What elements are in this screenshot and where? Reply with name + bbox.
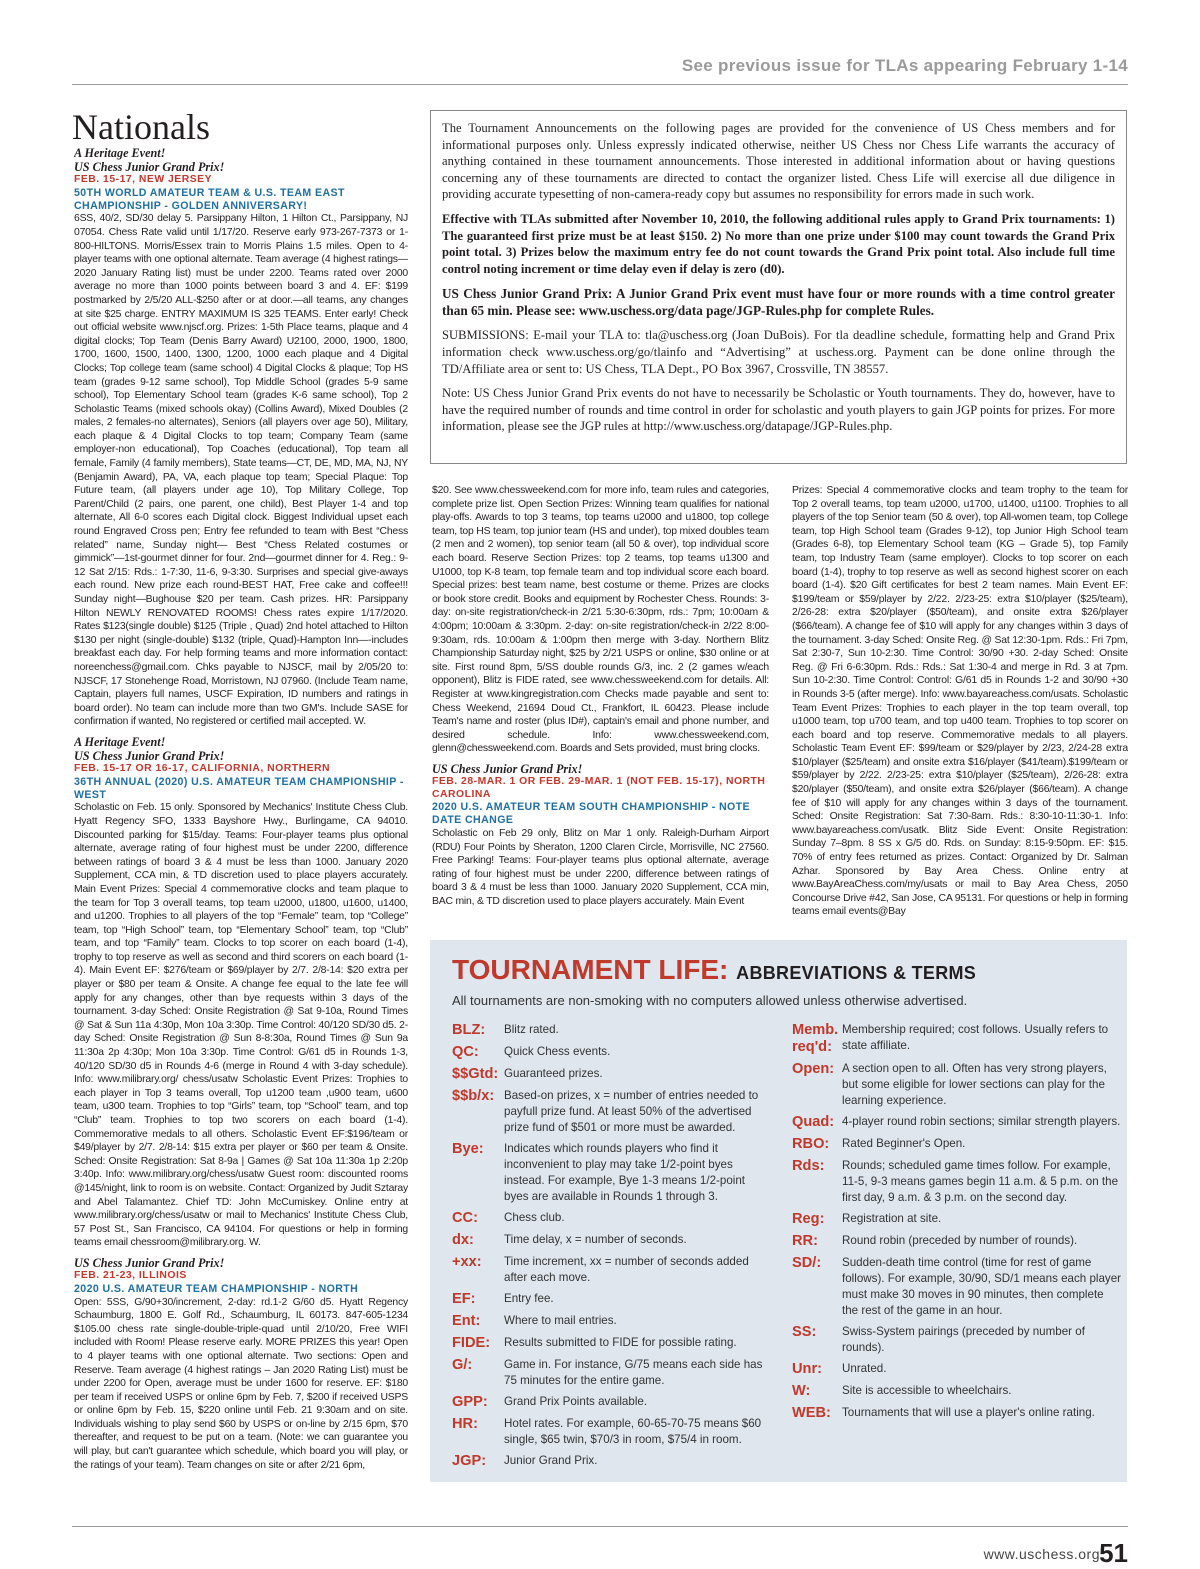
abbreviation-key: Quad:	[792, 1114, 835, 1130]
abbreviation-key: $$b/x:	[452, 1088, 495, 1104]
abbreviation-definition: Grand Prix Points available.	[504, 1395, 648, 1408]
event-3	[74, 1256, 408, 1472]
tla-notice-box	[430, 110, 1127, 464]
abbreviation-row	[452, 1210, 770, 1227]
tournament-life-box	[430, 940, 1127, 1482]
jgp-tag: US Chess Junior Grand Prix!	[432, 761, 583, 776]
abbreviation-key: WEB:	[792, 1405, 831, 1421]
abbreviation-key: EF:	[452, 1291, 476, 1307]
abbreviation-row	[792, 1233, 1122, 1250]
abbreviation-definition: Quick Chess events.	[504, 1045, 611, 1058]
abbreviation-columns	[452, 1022, 1122, 1480]
abbreviation-key: CC:	[452, 1210, 478, 1226]
tournament-life-intro: All tournaments are non-smoking with no computers allowed unless otherwise advertised.	[452, 993, 968, 1008]
abbreviation-key: GPP:	[452, 1394, 488, 1410]
abbreviation-row	[452, 1357, 770, 1389]
event-name: 36TH ANNUAL (2020) U.S. AMATEUR TEAM CHAMPIONSHIP - WEST	[74, 775, 404, 801]
event-2	[74, 735, 408, 1250]
heritage-tag: A Heritage Event!	[74, 146, 166, 160]
abbreviation-key: Reg:	[792, 1211, 825, 1227]
abbreviation-key: $$Gtd:	[452, 1066, 499, 1082]
jgp-tag: US Chess Junior Grand Prix!	[74, 748, 225, 763]
notice-disclaimer: The Tournament Announcements on the following pages are provided for the convenience of US Chess members and for informational purposes only. Unless expressly indicated otherwise, neither US Chess nor Chess Life warrants the accuracy of anything contained in these tournament announcements. Those interested in additional information about or having questions concerning any of these tournaments are directed to contact the organizer listed. Chess Life will exercise all due diligence in providing accurate typesetting of non-camera-ready copy but assumes no responsibility for errors made in such work.	[442, 121, 1115, 202]
abbreviation-key: JGP:	[452, 1453, 487, 1469]
event-date: FEB. 15-17, NEW JERSEY	[74, 174, 213, 185]
abbreviation-row	[792, 1255, 1122, 1319]
abbreviation-key: Open:	[792, 1061, 835, 1077]
abbreviation-key: RR:	[792, 1233, 818, 1249]
heritage-tag: A Heritage Event!	[74, 734, 166, 749]
abbreviation-definition: 4-player round robin sections; similar strength players.	[842, 1115, 1121, 1128]
abbreviation-definition: Time delay, x = number of seconds.	[504, 1233, 687, 1246]
abbreviation-definition: Game in. For instance, G/75 means each side has 75 minutes for the entire game.	[504, 1358, 763, 1387]
abbreviation-key: SS:	[792, 1324, 817, 1340]
abbreviation-row	[792, 1383, 1122, 1400]
abbreviation-definition: Junior Grand Prix.	[504, 1454, 598, 1467]
abbreviation-definition: Tournaments that will use a player's online rating.	[842, 1406, 1095, 1419]
abbreviation-definition: Registration at site.	[842, 1212, 942, 1225]
header-rule	[72, 84, 1128, 85]
abbreviation-definition: Chess club.	[504, 1211, 565, 1224]
abbreviation-definition: Unrated.	[842, 1362, 887, 1375]
column-1	[74, 146, 408, 1518]
abbreviation-key: RBO:	[792, 1136, 830, 1152]
abbreviation-definition: Swiss-System pairings (preceded by number of rounds).	[842, 1325, 1085, 1354]
abbreviation-row	[792, 1136, 1122, 1153]
abbreviation-row	[792, 1211, 1122, 1228]
abbreviations-right	[792, 1022, 1122, 1427]
abbreviation-definition: Entry fee.	[504, 1292, 554, 1305]
abbreviation-key: G/:	[452, 1357, 473, 1373]
abbreviation-definition: Where to mail entries.	[504, 1314, 617, 1327]
event-name: 2020 U.S. AMATEUR TEAM CHAMPIONSHIP - NORTH	[74, 1282, 359, 1295]
event-name: 2020 U.S. AMATEUR TEAM SOUTH CHAMPIONSHIP - NOTE DATE CHANGE	[432, 801, 751, 827]
abbreviation-definition: Hotel rates. For example, 60-65-70-75 means $60 single, $65 twin, $70/3 in room, $75/4 in room.	[504, 1417, 762, 1446]
notice-submissions: SUBMISSIONS: E-mail your TLA to: tla@uschess.org (Joan DuBois). For tla deadline schedule, formatting help and Grand Prix information check www.uschess.org/go/tlainfo and “Advertising” at uschess.org. Payment can be done online through the TD/Affiliate area or sent to: US Chess, TLA Dept., PO Box 3967, Crossville, TN 38557.	[442, 328, 1115, 376]
jgp-tag: US Chess Junior Grand Prix!	[74, 160, 225, 174]
abbreviation-key: SD/:	[792, 1255, 822, 1271]
abbreviation-row	[792, 1158, 1122, 1206]
abbreviation-row	[452, 1453, 770, 1470]
notice-grand-prix-rules: Effective with TLAs submitted after November 10, 2010, the following additional rules apply to Grand Prix tournaments: 1) The guaranteed first prize must be at least $150. 2) No more than one prize under $100 may count towards the Grand Prix point total. 3) Prizes below the maximum entry fee do not count towards the Grand Prix point total. Also include full time control noting increment or time delay even if delay is zero (d0).	[442, 211, 1115, 276]
event-1	[74, 146, 408, 729]
footer-rule	[72, 1526, 1128, 1527]
abbreviation-key: BLZ:	[452, 1022, 486, 1038]
abbreviation-key: W:	[792, 1383, 811, 1399]
tl-title-main: TOURNAMENT LIFE:	[452, 954, 729, 985]
abbreviation-definition: Results submitted to FIDE for possible rating.	[504, 1336, 737, 1349]
notice-jgp-rules: US Chess Junior Grand Prix: A Junior Grand Prix event must have four or more rounds with a time control greater than 65 min. Please see: www.uschess.org/data page/JGP-Rules.php for complete Rules.	[442, 286, 1115, 319]
event-body: Scholastic on Feb. 15 only. Sponsored by Mechanics' Institute Chess Club. Hyatt Regency SFO, 1333 Bayshore Hwy., Burlingame, CA 94010. Discounted parking for $15/day. Teams: Four-player teams plus optional alternate, average rating of four highest must be under 2200, difference between ratings of board 3 & 4 must be less than 1000. January 2020 Supplement, CCA min, & TD discretion used to place players accurately. Main Event Prizes: Special 4 commemorative clocks and team plaque to the team for Top 3 overall teams, top team u2000, u1800, u1600, u1400, and u1200. Trophies to all players of the top “Female” team, top “College” team, top “High School” team, top “Elementary School” team, top “Club” team, and top “Family” team. Clocks to top scorer on each board (1-4), trophy to top reserve as well as second and third scorers on each board (1-4). Main Event EF: $276/team or $69/player by 2/7. 2/8-14: $20 extra per player or $80 per team & Onsite. A change fee equal to the late fee will apply for any changes, other than bye requests within 3 days of the tournament. 3-day Sched: Onsite Registration @ Sat 9-10a, Round Times @ Sat & Sun 11a 4:30p, Mon 10a 3:30p. Time Control: 40/120 SD/30 d5. 2-day Sched: Onsite Registration @ Sun 8-8:30a, Round Times @ Sun 9a 11:30a 2p 4:30p; Mon 10a 3:30p. Time Control: G/61 d5 in Rounds 1-3, 40/120 SD/30 d5 in Rounds 4-6 (merge in Round 4 with 3-day schedule). Info: www.milibrary.org/ chess/usatw Scholastic Event Prizes: Trophies to each player in Top 3 teams overall, Top u1200 team ,u900 team, u600 team, u300 team. Trophies to top “Girls” team, top “School” team, and top “Club” team. Trophies to top two scorers on each board (1-4). Commemorative medals to all others. Scholastic Event EF:$196/team or $49/player by 2/7. 2/8-14: $15 extra per player or $60 per team & Onsite. Sched: Onsite Registration: Sat 8-9a | Games @ Sat 10a 11:30a 1p 2:20p 3:40p. Info: www.milibrary.org/chess/usatw Guest room: discounted rooms @145/night, link to room is on website. Contact: Organized by Judit Sztaray and Abel Talamantez. Chief TD: John McCumiskey. Online entry at www.milibrary.org/chess/usatw or mail to Mechanics' Institute Chess Club, 57 Post St., San Francisco, CA 94104. For questions or help in forming teams email chessroom@milibrary.org. W.	[74, 802, 408, 1249]
abbreviation-definition: Round robin (preceded by number of rounds).	[842, 1234, 1078, 1247]
abbreviation-row	[452, 1394, 770, 1411]
abbreviation-key: Bye:	[452, 1141, 484, 1157]
abbreviation-definition: Site is accessible to wheelchairs.	[842, 1384, 1012, 1397]
abbreviation-definition: Time increment, xx = number of seconds added after each move.	[504, 1255, 749, 1284]
abbreviation-key: Rds:	[792, 1158, 825, 1174]
column-2	[432, 484, 769, 928]
abbreviation-definition: Sudden-death time control (time for rest of game follows). For example, 30/90, SD/1 means each player must make 30 moves in 90 minutes, then complete the rest of the game in an hour.	[842, 1256, 1122, 1317]
abbreviation-definition: Membership required; cost follows. Usually refers to state affiliate.	[842, 1023, 1109, 1052]
header-note: See previous issue for TLAs appearing February 1-14	[681, 56, 1128, 75]
abbreviation-row	[452, 1335, 770, 1352]
event-4	[432, 762, 769, 909]
abbreviation-row	[792, 1061, 1122, 1109]
abbreviation-key: Ent:	[452, 1313, 481, 1329]
abbreviation-definition: Based-on prizes, x = number of entries needed to payfull prize fund. At least 50% of the advertised prize fund of $501 or more must be awarded.	[504, 1089, 759, 1134]
abbreviation-definition: Rounds; scheduled game times follow. For example, 11-5, 9-3 means games begin 11 a.m. & 5 p.m. on the first day, 9 a.m. & 3 p.m. on the second day.	[842, 1159, 1119, 1204]
abbreviation-key: +xx:	[452, 1254, 482, 1270]
notice-jgp-note: Note: US Chess Junior Grand Prix events do not have to necessarily be Scholastic or Youth tournaments. They do, however, have to have the required number of rounds and time control in order for scholastic and youth players to gain JGP points for prizes. For more information, please see the JGP rules at http://www.uschess.org/datapage/JGP-Rules.php.	[442, 386, 1115, 434]
column-3	[792, 484, 1128, 928]
event-body: Scholastic on Feb 29 only, Blitz on Mar 1 only. Raleigh-Durham Airport (RDU) Four Points by Sheraton, 1200 Claren Circle, Morrisville, NC 27560. Free Parking! Teams: Four-player teams plus optional alternate, average rating of four highest must be under 2200, difference between ratings of board 3 & 4 must be less than 1000. January 2020 Supplement, CCA min, BAC min, & TD discretion used to place players accurately. Main Event	[432, 828, 769, 908]
abbreviation-row	[452, 1232, 770, 1249]
abbreviation-row	[452, 1254, 770, 1286]
abbreviations-left	[452, 1022, 770, 1475]
page-number: 51	[1099, 1538, 1128, 1568]
abbreviation-definition: Guaranteed prizes.	[504, 1067, 603, 1080]
abbreviation-key: Memb. req'd:	[792, 1022, 839, 1055]
event-date: FEB. 15-17 OR 16-17, CALIFORNIA, NORTHERN	[74, 762, 331, 774]
event-date: FEB. 21-23, ILLINOIS	[74, 1269, 187, 1281]
abbreviation-row	[452, 1088, 770, 1136]
abbreviation-row	[452, 1141, 770, 1205]
abbreviation-row	[792, 1405, 1122, 1422]
abbreviation-row	[452, 1291, 770, 1308]
event-body: 6SS, 40/2, SD/30 delay 5. Parsippany Hilton, 1 Hilton Ct., Parsippany, NJ 07054. Chess Rate valid until 1/17/20. Reserve early 973-267-7373 or 1- 800-HILTONS. Morris/Essex train to Morris Plains 1.5 miles. Open to 4-player teams with one optional alternate. Team average (4 highest ratings— 2020 January Rating list) must be under 2200. Teams rated over 2000 average no more than 1000 points between board 3 and 4. EF: $199 postmarked by 2/5/20 ALL-$250 after or at door.—all teams, any changes at site $25 charge. ENTRY MAXIMUM IS 325 TEAMS. Enter early! Check out official website www.njscf.org. Prizes: 1-5th Place teams, plaque and 4 digital clocks; Top Team (Denis Barry Award) U2100, 2000, 1900, 1800, 1700, 1600, 1500, 1400, 1300, 1200, 1000 each plaque and 4 Digital Clocks; Top college team (same school) 4 Digital Clocks & plaque; Top HS team (grades 9-12 same school), Top Middle School (grades 5-9 same school), Top Elementary School team (grades K-6 same school), Top 2 Scholastic Teams (mixed schools okay) (Collins Award), Mixed Doubles (2 males, 2 females-no alternates), Seniors (all players over age 50), Military, each plaque & 4 Digital Clocks to top team; Company Team (same employer-non educational), Top Coaches (educational), Top team all female, Family (4 family members), State teams—CT, DE, MD, MA, NJ, NY (Benjamin Award), PA, VA, each plaque top team; Special Plaque: Top Future team, (all players under age 10), Top Military College, Top Parent/Child (2 pairs, one parent, one child), Best Player 1-4 and top alternate, All 6-0 scores each Digital clock. Biggest Individual upset each round Engraved Cross pen; Entry fee refunded to team with Best “Chess related” name, Sunday night— Best “Chess Related costumes or gimmick”—1st-gourmet dinner for four. 2nd—gourmet dinner for 4. Reg.: 9-12 Sat 2/15: Rds.: 1-7:30, 11-6, 9-3:30. Surprises and special give-aways each round. New prize each round-BEST HAT, Free cake and coffee!!! Sunday night—Bughouse $20 per team. Cash prizes. HR: Parsippany Hilton NEWLY RENOVATED ROOMS! Chess rates expire 1/17/2020. Rates $123(single double) $125 (Triple , Quad) 2nd hotel attached to Hilton $130 per night (single-double) $132 (triple, Quad)-Hampton Inn—-includes breakfast each day. For help forming teams and more information contact: noreenchess@gmail.com. Chks payable to NJSCF, mail by 2/05/20 to: NJSCF, 17 Stonehenge Road, Morristown, NJ 07960. (Include Team name, Captain, players full names, USCF Expiration, ID numbers and ratings in board order). No team can include more than two GM's. Include SASE for confirmation if wanted, No registered or certified mail accepted. W.	[74, 213, 408, 728]
tl-title-sub: ABBREVIATIONS & TERMS	[736, 963, 977, 983]
abbreviation-key: HR:	[452, 1416, 478, 1432]
event-date: FEB. 28-MAR. 1 OR FEB. 29-MAR. 1 (NOT FEB. 15-17), NORTH CAROLINA	[432, 775, 766, 800]
tournament-life-title	[452, 954, 1105, 989]
abbreviation-definition: Rated Beginner's Open.	[842, 1137, 966, 1150]
abbreviation-row	[452, 1416, 770, 1448]
abbreviation-row	[452, 1313, 770, 1330]
abbreviation-row	[452, 1066, 770, 1083]
abbreviation-row	[792, 1114, 1122, 1131]
abbreviation-key: FIDE:	[452, 1335, 491, 1351]
jgp-tag: US Chess Junior Grand Prix!	[74, 1255, 225, 1270]
abbreviation-key: QC:	[452, 1044, 479, 1060]
abbreviation-row	[792, 1324, 1122, 1356]
event-name: 50TH WORLD AMATEUR TEAM & U.S. TEAM EAST CHAMPIONSHIP - GOLDEN ANNIVERSARY!	[74, 186, 345, 212]
section-title: Nationals	[72, 107, 210, 147]
abbreviation-row	[792, 1022, 1122, 1056]
abbreviation-row	[452, 1044, 770, 1061]
abbreviation-key: dx:	[452, 1232, 474, 1248]
event-body-continued: $20. See www.chessweekend.com for more info, team rules and categories, complete prize list. Open Section Prizes: Winning team qualifies for national play-offs. Awards to top 3 teams, top teams u2000 and u1800, top college team, top HS team, top junior team (HS and under), top mixed doubles team (2 men and 2 women), top senior team (all 50 & over), top individual score each board. Reserve Section Prizes: top 2 teams, top teams u1300 and U1000, top K-8 team, top female team and top individual score each board. Special prizes: best team name, best costume or theme. Prizes are clocks or book store credit. Books and equipment by Rochester Chess. Rounds: 3-day: on-site registration/check-in 2/21 5:30-6:30pm, rds.: 7pm; 10:00am & 4:00pm; 10:00am & 3:30pm. 2-day: on-site registration/check-in 2/22 8:00-9:30am, rds. 10:00am & 1:00pm then merge with 3-day. Northern Blitz Championship Saturday night, $25 by 2/21 USPS or online, $30 online or at site. First round 8pm, 5/SS double rounds G/3, inc. 2 (2 games w/each opponent), Blitz is FIDE rated, see www.chessweekend.com for details. All: Register at www.kingregistration.com Checks made payable and sent to: Chess Weekend, 21694 Doud Ct., Frankfort, IL 60423. Please include Team's name and roster (plus ID#), captain's email and phone number, and desired schedule. Info: www.chessweekend.com, glenn@chessweekend.com. Boards and Sets provided, must bring clocks.	[432, 485, 769, 755]
abbreviation-row	[452, 1022, 770, 1039]
abbreviation-definition: Indicates which rounds players who find it inconvenient to play may take 1/2-point byes instead. For example, Bye 1-3 means 1/2-point byes are available in Rounds 1 through 3.	[504, 1142, 746, 1203]
event-body: Open: 5SS, G/90+30/increment, 2-day: rd.1-2 G/60 d5. Hyatt Regency Schaumburg, 1800 E. Golf Rd., Schaumburg, IL 60173. 847-605-1234 $105.00 chess rate single-double-triple-quad until 2/10/20, Free WIFI included with Room! Please reserve early. MORE PRIZES this year! Open to 4 player teams with one optional alternate. Two sections: Open and Reserve. Team average (4 highest ratings – Jan 2020 Rating List) must be under 2200 for Open, average must be under 1600 for reserve. EF: $180 per team if received USPS or online 6pm by Feb. 7, $200 if received USPS or online 6pm by Feb. 15, $220 online until Feb. 21 9:30am and on site. Individuals wishing to play send $60 by USPS or on-line by 2/15 6pm, $70 thereafter, and request to be put on a team. (Note: we can guarantee you will play, but can't guarantee which schedule, which board you will play, or the ratings of your team). Team changes on site or after 2/21 6pm,	[74, 1296, 408, 1471]
event-body-continued: Prizes: Special 4 commemorative clocks and team trophy to the team for Top 2 overall teams, top team u2000, u1700, u1400, u1100. Trophies to all players of the top Senior team (50 & over), top All-women team, top College team, top High School team (Grades 9-12), top Junior High School team (Grades 6-8), top Elementary School team (KG – Grade 5), top Family team, top Industry Team (same employer). Clocks to top scorer on each board (1-4), trophy to top reserve as well as second highest scorer on each board (1-4). $20 Gift certificates for best 2 team names. Main Event EF: $199/team or $59/player by 2/22. 2/23-25: extra $10/player ($25/team), 2/26-28: extra $20/player ($50/team), and onsite extra $26/player ($66/team). A change fee of $10 will apply for any changes within 3 days of the tournament. 3-day Sched: Onsite Reg. @ Sat 12:30-1pm. Rds.: Fri 7pm, Sat 2:30-7, Sun 10-2:30. Time Control: 30/90 +30. 2-day Sched: Onsite Reg. @ Fri 6-6:30pm. Rds.: Rds.: Sat 1:30-4 and merge in Rd. 3 at 7pm. Sun 10-2:30. Time Control: Control: G/61 d5 in Rounds 1-2 and 30/90 +30 in Rounds 3-5 (after merge). Info: www.bayareachess.com/usats. Scholastic Team Event Prizes: Trophies to each player in the top team overall, top u1000 team, top u700 team, and top u400 team. Trophies to top scorer on each board and top reserve. Commemorative medals to all players. Scholastic Team Event EF: $99/team or $29/player by 2/23, 2/24-28 extra $10/player ($25/team) and onsite extra $16/player ($41/team).$199/team or $59/player by 2/22. 2/23-25: extra $10/player ($25/team), 2/26-28: extra $20/player ($50/team), and onsite extra $26/player ($66/team). A change fee of $10 will apply for any changes within 3 days of the tournament. Sched: Onsite Registration: Sat 7:30-8am. Rds.: 8:30-10-11:30-1. Info: www.bayareachess.com/usatk. Blitz Side Event: Onsite Registration: Sunday 7–8pm. 8 SS x G/5 d0. Rds. on Sunday: 8:15-9:50pm. EF: $15. 70% of entry fees returned as prizes. Contact: Organized by Dr. Salman Azhar. Sponsored by Bay Area Chess. Online entry at www.BayAreaChess.com/my/usats or mail to Bay Area Chess, 2050 Concourse Drive #42, San Jose, CA 95131. For questions or help in forming teams email events@Bay	[792, 485, 1128, 918]
abbreviation-definition: Blitz rated.	[504, 1023, 559, 1036]
abbreviation-key: Unr:	[792, 1361, 822, 1377]
footer-url: www.uschess.org	[983, 1546, 1100, 1562]
abbreviation-definition: A section open to all. Often has very strong players, but some eligible for lower sections can play for the learning experience.	[842, 1062, 1107, 1107]
abbreviation-row	[792, 1361, 1122, 1378]
